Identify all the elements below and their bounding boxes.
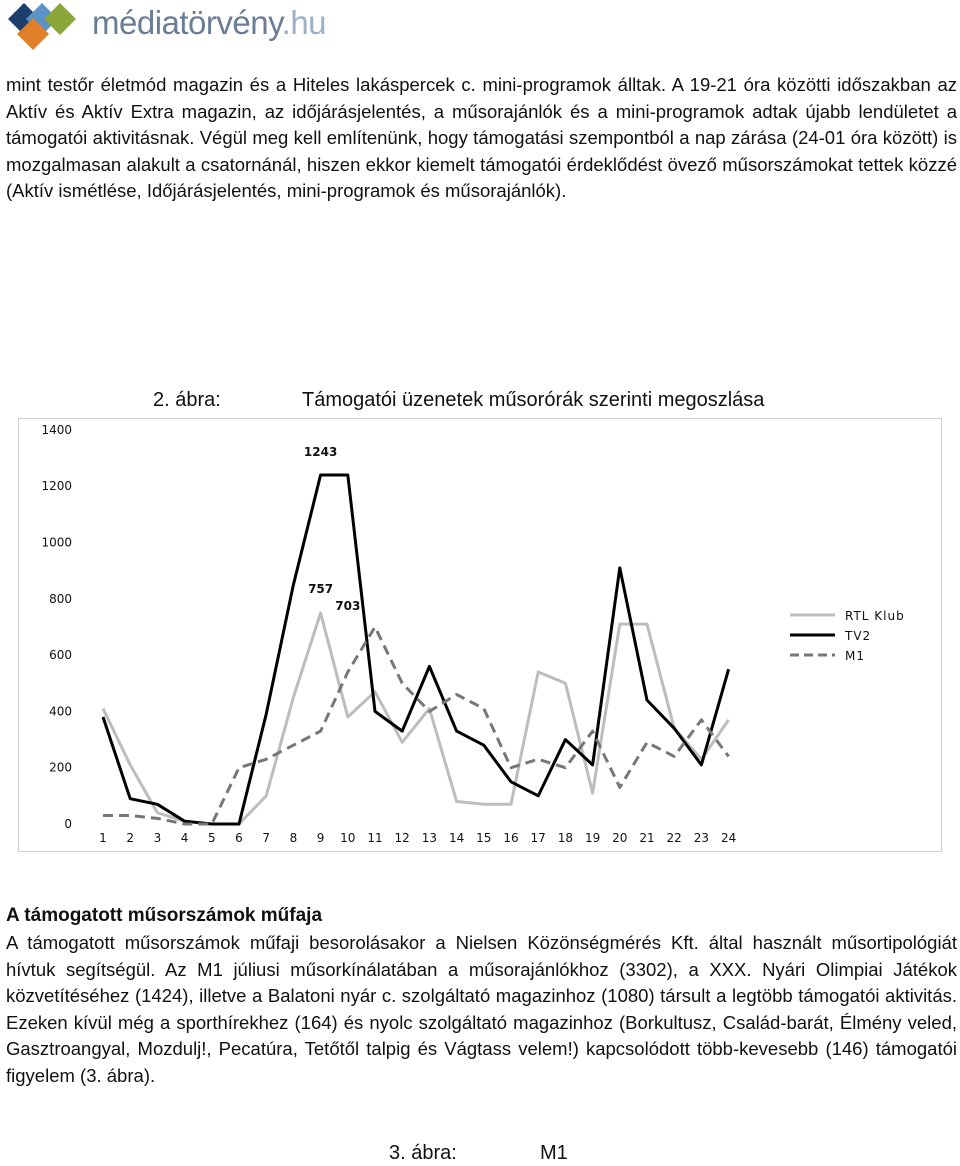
x-tick-label: 13	[421, 831, 438, 845]
x-tick-label: 16	[503, 831, 519, 845]
y-tick-label: 1000	[41, 535, 72, 550]
legend-label: M1	[845, 649, 865, 663]
x-tick-label: 7	[262, 831, 271, 845]
x-tick-label: 17	[530, 831, 546, 845]
x-tick-label: 11	[367, 831, 383, 845]
x-tick-label: 3	[153, 831, 162, 845]
x-tick-label: 5	[207, 831, 216, 845]
logo-text: médiatörvény.hu	[92, 4, 327, 41]
x-tick-label: 15	[476, 831, 492, 845]
x-tick-label: 24	[720, 831, 737, 845]
figure3-title: M1	[540, 1142, 568, 1164]
y-tick-label: 600	[49, 648, 72, 663]
y-tick-label: 1200	[41, 479, 72, 494]
figure2-number: 2. ábra:	[153, 389, 221, 411]
x-tick-label: 23	[693, 831, 710, 845]
section-paragraph-end: ).	[143, 1064, 156, 1086]
y-tick-label: 800	[49, 591, 72, 606]
y-tick-label: 1400	[41, 422, 72, 437]
x-tick-label: 21	[639, 831, 655, 845]
legend-label: TV2	[845, 629, 872, 643]
x-tick-label: 14	[448, 831, 465, 845]
x-tick-label: 6	[235, 831, 243, 845]
x-tick-label: 2	[126, 831, 135, 845]
x-tick-label: 12	[394, 831, 410, 845]
x-tick-label: 22	[666, 831, 682, 845]
y-tick-label: 200	[49, 760, 72, 775]
x-tick-label: 1	[99, 831, 107, 845]
data-label: 757	[308, 581, 334, 596]
x-tick-label: 19	[584, 831, 601, 845]
figure2-title: Támogatói üzenetek műsorórák szerinti megoszlása	[302, 389, 765, 411]
y-tick-label: 0	[64, 817, 72, 831]
intro-paragraph: mint testőr életmód magazin és a Hiteles lakáspercek c. mini-programok álltak. A 19-21 óra közötti időszakban az Aktív és Aktív Extra magazin, az időjárásjelentés, a műsorajánlók és a mini-programok adtak újabb lendületet a támogatói aktivitásnak. Végül meg kell említenünk, hogy támogatási szempontból a nap zárása (24-01 óra között) is mozgalmasan alakult a csatornánál, hiszen ekkor kiemelt támogatói érdeklődést övező műsorszámokat tettek közzé (Aktív ismétlése, Időjárásjelentés, mini-programok és műsorajánlók).	[6, 74, 957, 201]
x-tick-label: 20	[612, 831, 628, 845]
data-label: 1243	[303, 445, 338, 460]
figure3-number: 3. ábra:	[389, 1142, 457, 1164]
section-paragraph	[6, 930, 957, 1089]
section-paragraph-text: A támogatott műsorszámok műfaji besorolásakor a Nielsen Közönségmérés Kft. által használt műsortipológiát hívtuk segítségül. Az M1 júliusi műsorkínálatában a műsorajánlókhoz (3302), a XXX. Nyári Olimpiai Játékok közvetítéséhez (1424), illetve a Balatoni nyár c. szolgáltató magazinhoz (1080) társult a legtöbb támogatói aktivitás. Ezeken kívül még a sporthírekhez (164) és nyolc szolgáltató magazinhoz (Borkultusz, Család-barát, Élmény veled, Gasztroangyal, Mozdulj!, Pecatúra, Tetőtől talpig és Vágtass velem!) kapcsolódott több-kevesebb (146) támogatói figyelem (	[6, 932, 957, 1086]
x-tick-label: 8	[289, 831, 298, 845]
x-tick-label: 10	[340, 831, 356, 845]
x-tick-label: 9	[316, 831, 325, 845]
section-heading: A támogatott műsorszámok műfaja	[6, 905, 323, 926]
data-label: 703	[335, 599, 361, 614]
y-tick-label: 400	[49, 704, 72, 719]
series-line	[103, 475, 729, 824]
legend-label: RTL Klub	[845, 609, 905, 623]
figure-reference: 3. ábra	[86, 1064, 144, 1086]
x-tick-label: 18	[557, 831, 574, 845]
x-tick-label: 4	[180, 831, 189, 845]
